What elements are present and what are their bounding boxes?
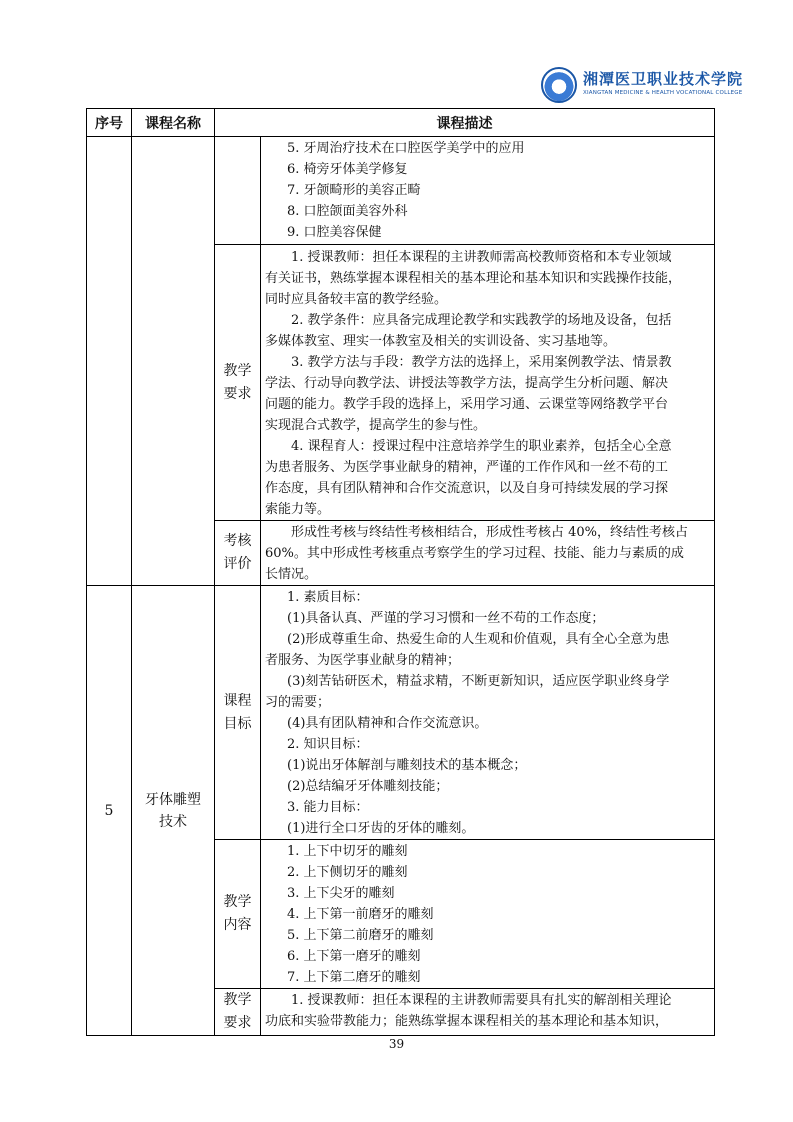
prev-teaching-req-label: 教学 要求 (215, 245, 261, 521)
course-table (86, 108, 715, 1036)
course5-name: 牙体雕塑 技术 (132, 586, 215, 1036)
course5-objectives-cell: 1. 素质目标： (1)具备认真、严谨的学习习惯和一丝不苟的工作态度； (2)形成尊重生命、热爱生命的人生观和价值观，具有全心全意为患 者服务、为医学事业献身的精神； (3)刻苦钻研医术，精益求精，不断更新知识，适应医学职业终身学 习的需要； (4)具有团队精神和合作交流意识。 2. 知识目标： (1)说出牙体解剖与雕刻技术的基本概念； (2)总结编牙牙体雕刻技能； 3. 能力目标： (1)进行全口牙齿的牙体的雕刻。 (261, 586, 715, 840)
prev-content-cell: 5. 牙周治疗技术在口腔医学美学中的应用 6. 椅旁牙体美学修复 7. 牙颌畸形的美容正畸 8. 口腔颌面美容外科 9. 口腔美容保健 (261, 137, 715, 245)
course5-content-cell: 1. 上下中切牙的雕刻 2. 上下侧切牙的雕刻 3. 上下尖牙的雕刻 4. 上下第一前磨牙的雕刻 5. 上下第二前磨牙的雕刻 6. 上下第一磨牙的雕刻 7. 上下第二磨牙的雕刻 (261, 840, 715, 989)
prev-index-cell (87, 137, 132, 586)
page-number: 39 (388, 1037, 405, 1051)
prev-assessment-label: 考核 评价 (215, 521, 261, 586)
header-index: 序号 (87, 109, 132, 137)
college-emblem-icon (541, 67, 577, 103)
college-name: 湘潭医卫职业技术学院 (583, 70, 744, 88)
table-header-row (87, 109, 715, 137)
prev-content-label-cell (215, 137, 261, 245)
table-row (87, 586, 715, 840)
prev-name-cell (132, 137, 215, 586)
prev-assessment-cell: 形成性考核与终结性考核相结合，形成性考核占 40%，终结性考核占 60%。其中形成性考核重点考察学生的学习过程、技能、能力与素质的成 长情况。 (261, 521, 715, 586)
course5-objectives-label: 课程 目标 (215, 586, 261, 840)
course5-index: 5 (87, 586, 132, 1036)
header-course-name: 课程名称 (132, 109, 215, 137)
college-logo (541, 67, 761, 105)
course5-teaching-req-label: 教学 要求 (215, 989, 261, 1036)
header-course-desc: 课程描述 (215, 109, 715, 137)
prev-teaching-req-cell: 1. 授课教师：担任本课程的主讲教师需高校教师资格和本专业领域 有关证书，熟练掌握本课程相关的基本理论和基本知识和实践操作技能， 同时应具备较丰富的教学经验。 2. 教学条件：应具备完成理论教学和实践教学的场地及设备，包括 多媒体教室、理实一体教室及相关的实训设备、实习基地等。 3. 教学方法与手段：教学方法的选择上，采用案例教学法、情景教 学法、行动导向教学法、讲授法等教学方法，提高学生分析问题、解决 问题的能力。教学手段的选择上，采用学习通、云课堂等网络教学平台 实现混合式教学，提高学生的参与性。 4. 课程育人：授课过程中注意培养学生的职业素养，包括全心全意 为患者服务、为医学事业献身的精神，严谨的工作作风和一丝不苟的工 作态度，具有团队精神和合作交流意识，以及自身可持续发展的学习探 索能力等。 (261, 245, 715, 521)
course5-content-label: 教学 内容 (215, 840, 261, 989)
table-row (87, 137, 715, 245)
college-name-en: XIANGTAN MEDICINE & HEALTH VOCATIONAL COLLEGE (583, 90, 743, 96)
course5-teaching-req-cell: 1. 授课教师：担任本课程的主讲教师需要具有扎实的解剖相关理论 功底和实验带教能力；能熟练掌握本课程相关的基本理论和基本知识， (261, 989, 715, 1036)
